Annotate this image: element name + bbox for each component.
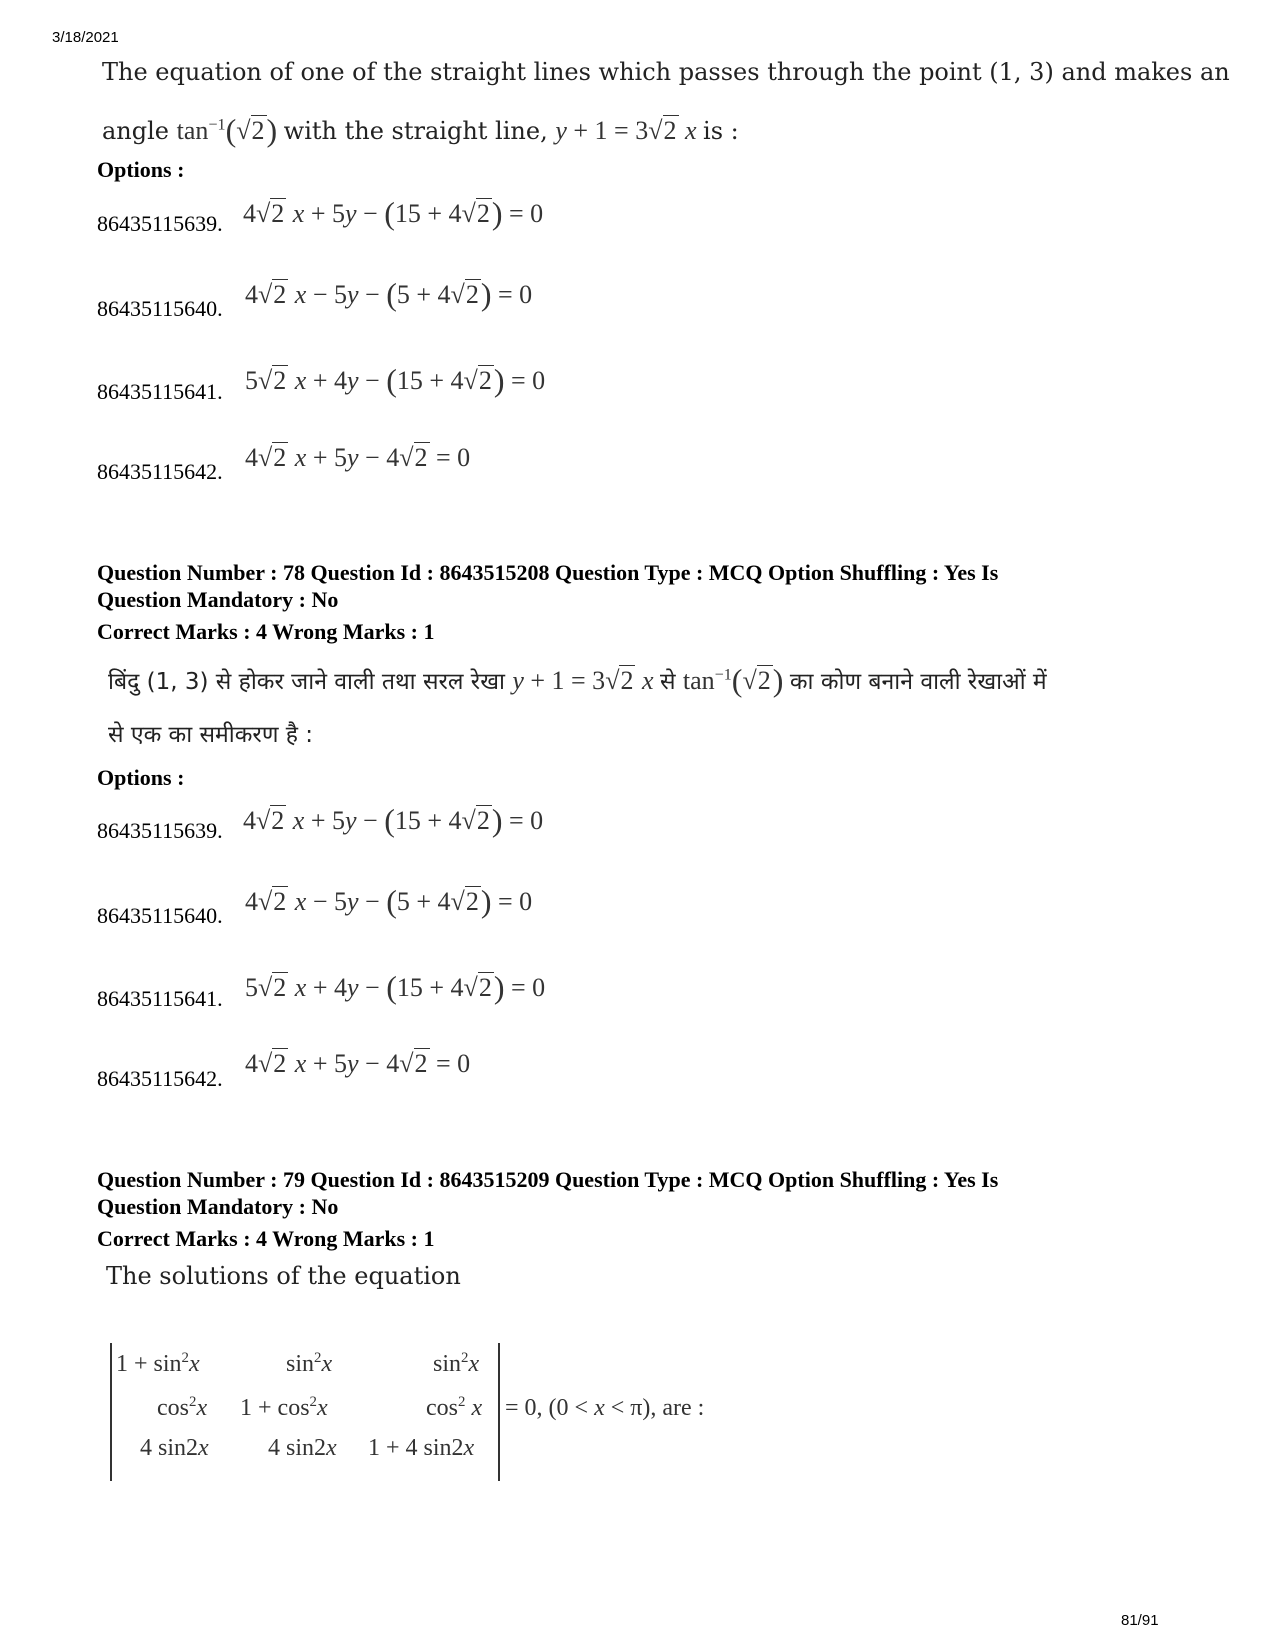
q78-hindi-a: बिंदु (1, 3) से होकर जाने वाली तथा सरल रेखा: [108, 669, 505, 695]
q77-stem-line2: [102, 112, 739, 149]
q78-option-1-expr: 4√2 x + 5y − (15 + 4√2) = 0: [243, 802, 544, 838]
page-number: 81/91: [1121, 1612, 1159, 1629]
q78-angle-expr: $\tan^{-1}(√2)$: [682, 662, 784, 698]
q78-meta-line2: Question Mandatory : No: [97, 587, 339, 612]
q77-option-3-id: 86435115641.: [97, 379, 223, 404]
det-r3c2: 4 sin2x: [268, 1435, 337, 1461]
q78-option-2-id: 86435115640.: [97, 903, 223, 928]
det-r2c2: $1 + \cos^2x$: [240, 1394, 328, 1421]
q78-option-3-id: 86435115641.: [97, 986, 223, 1011]
q79-meta-line1: Question Number : 79 Question Id : 8643515209 Question Type : MCQ Option Shuffling : Yes Is: [97, 1167, 999, 1192]
q77-option-1-id: 86435115639.: [97, 211, 223, 236]
q78-hindi-c: का कोण बनाने वाली रेखाओं में: [789, 669, 1047, 695]
q79-meta-line2: Question Mandatory : No: [97, 1194, 339, 1219]
q78-hindi-stem-line1: [108, 662, 1047, 699]
det-r1c3: $\sin^2x$: [433, 1350, 480, 1377]
q78-option-3-expr: 5√2 x + 4y − (15 + 4√2) = 0: [245, 969, 546, 1005]
det-r1c2: $\sin^2x$: [286, 1350, 333, 1377]
q79-marks: Correct Marks : 4 Wrong Marks : 1: [97, 1226, 435, 1251]
q77-option-4-id: 86435115642.: [97, 459, 223, 484]
q77-stem-angle: angle: [102, 117, 170, 145]
q78-options-label: Options :: [97, 765, 185, 790]
q77-line-expr: y + 1 = 3√2 x: [555, 116, 697, 145]
q77-option-2-id: 86435115640.: [97, 296, 223, 321]
q77-option-4-expr: 4√2 x + 5y − 4√2 = 0: [245, 443, 471, 472]
q77-stem-with: with the straight line,: [283, 117, 548, 145]
q77-option-2-expr: 4√2 x − 5y − (5 + 4√2) = 0: [245, 276, 533, 312]
det-r3c1: 4 sin2x: [140, 1435, 209, 1461]
q78-meta-line1: Question Number : 78 Question Id : 8643515208 Question Type : MCQ Option Shuffling : Yes Is: [97, 560, 999, 585]
det-r2c1: $\cos^2x$: [157, 1394, 208, 1421]
q77-angle-expr: $\tan^{-1}(√2)$: [176, 112, 278, 148]
det-r2c3: $\cos^2 x$: [426, 1394, 483, 1421]
q78-option-2-expr: 4√2 x − 5y − (5 + 4√2) = 0: [245, 883, 533, 919]
q77-option-3-expr: 5√2 x + 4y − (15 + 4√2) = 0: [245, 362, 546, 398]
det-r1c1: $1 + \sin^2x$: [116, 1350, 200, 1377]
q79-tail-text: , are :: [650, 1395, 705, 1421]
q78-option-4-expr: 4√2 x + 5y − 4√2 = 0: [245, 1049, 471, 1078]
q77-stem-is: is :: [703, 117, 739, 145]
q77-options-label: Options :: [97, 157, 185, 182]
q78-option-1-id: 86435115639.: [97, 818, 223, 843]
q77-stem-line1: The equation of one of the straight lines which passes through the point (1, 3) and makes an: [102, 58, 1230, 86]
q79-stem: The solutions of the equation: [106, 1262, 461, 1290]
q78-option-4-id: 86435115642.: [97, 1066, 223, 1091]
q78-marks: Correct Marks : 4 Wrong Marks : 1: [97, 619, 435, 644]
q79-determinant: [110, 1343, 500, 1481]
q79-equation-tail: = 0, (0 < x < π), are :: [505, 1395, 705, 1421]
det-r3c3: 1 + 4 sin2x: [368, 1435, 475, 1461]
q78-line-expr: y + 1 = 3√2 x: [512, 666, 654, 695]
q78-hindi-b: से: [660, 669, 676, 695]
q78-hindi-stem-line2: से एक का समीकरण है :: [108, 722, 314, 748]
print-date: 3/18/2021: [52, 29, 119, 46]
q77-option-1-expr: 4√2 x + 5y − (15 + 4√2) = 0: [243, 195, 544, 231]
